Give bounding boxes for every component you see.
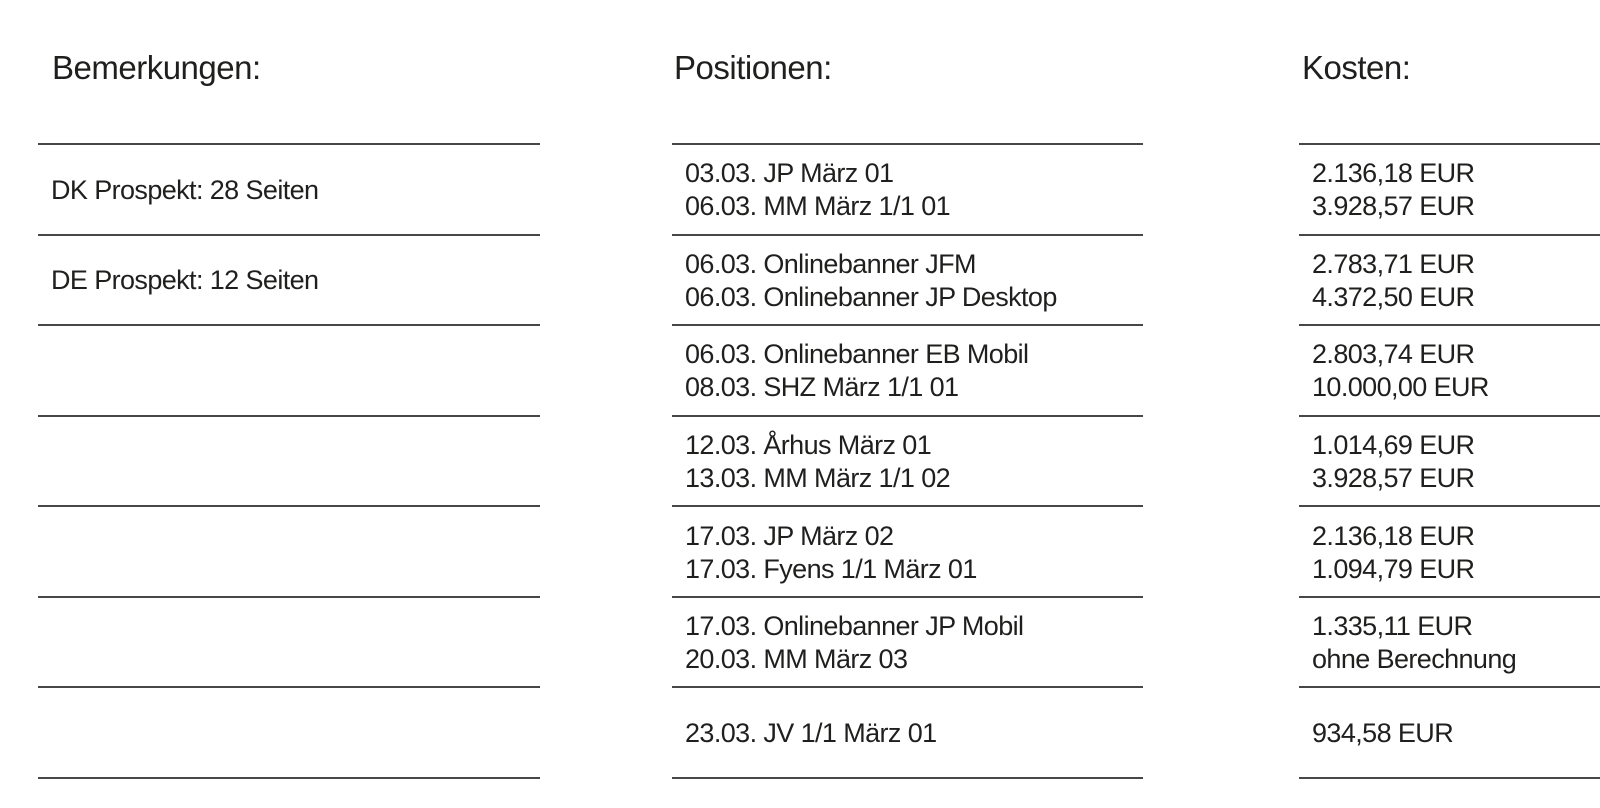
row-line: 2.136,18 EUR: [1312, 520, 1475, 551]
column-header-positionen: Positionen:: [674, 49, 832, 86]
table-row: [672, 234, 1143, 325]
table-row: [1299, 234, 1600, 325]
table-row: [672, 505, 1143, 596]
row-line: 1.014,69 EUR: [1312, 429, 1475, 460]
column-bemerkungen: [38, 0, 540, 808]
table-row: [1299, 686, 1600, 777]
row-line: DE Prospekt: 12 Seiten: [51, 265, 319, 296]
column-kosten: [1299, 0, 1600, 808]
row-line: 17.03. Onlinebanner JP Mobil: [685, 611, 1024, 642]
row-line: 08.03. SHZ März 1/1 01: [685, 372, 959, 403]
column-positionen: [672, 0, 1143, 808]
row-line: 12.03. Århus März 01: [685, 429, 932, 460]
row-line: 06.03. Onlinebanner JP Desktop: [685, 281, 1057, 312]
table-row: [672, 324, 1143, 415]
row-line: 20.03. MM März 03: [685, 644, 908, 675]
row-line: 2.136,18 EUR: [1312, 158, 1475, 189]
row-line: 06.03. MM März 1/1 01: [685, 191, 951, 222]
positionen-table: [672, 143, 1143, 779]
row-line: 10.000,00 EUR: [1312, 372, 1489, 403]
row-line: 2.783,71 EUR: [1312, 248, 1475, 279]
row-line: 934,58 EUR: [1312, 718, 1454, 749]
row-line: 03.03. JP März 01: [685, 158, 894, 189]
row-line: 06.03. Onlinebanner JFM: [685, 248, 976, 279]
table-row-empty: [38, 596, 540, 687]
row-line: ohne Berechnung: [1312, 644, 1517, 675]
table-row-empty: [38, 686, 540, 777]
column-header-kosten: Kosten:: [1302, 49, 1411, 86]
table-row: [38, 143, 540, 234]
table-row: [672, 143, 1143, 234]
table-row-empty: [38, 505, 540, 596]
row-line: 1.335,11 EUR: [1312, 611, 1473, 642]
table-row: [672, 686, 1143, 777]
row-line: 4.372,50 EUR: [1312, 281, 1475, 312]
table-row-empty: [38, 324, 540, 415]
row-line: 1.094,79 EUR: [1312, 553, 1475, 584]
bemerkungen-table: [38, 143, 540, 779]
table-row: [1299, 324, 1600, 415]
row-line: 3.928,57 EUR: [1312, 191, 1475, 222]
row-line: 17.03. JP März 02: [685, 520, 894, 551]
row-line: 06.03. Onlinebanner EB Mobil: [685, 339, 1029, 370]
table-row-empty: [38, 415, 540, 506]
row-line: DK Prospekt: 28 Seiten: [51, 174, 319, 205]
row-line: 2.803,74 EUR: [1312, 339, 1475, 370]
table-row: [1299, 505, 1600, 596]
table-row: [38, 234, 540, 325]
kosten-table: [1299, 143, 1600, 779]
table-row: [672, 415, 1143, 506]
row-line: 23.03. JV 1/1 März 01: [685, 718, 937, 749]
row-line: 13.03. MM März 1/1 02: [685, 462, 951, 493]
table-row: [1299, 143, 1600, 234]
table-row: [1299, 596, 1600, 687]
table-row: [672, 596, 1143, 687]
table-row: [1299, 415, 1600, 506]
row-line: 17.03. Fyens 1/1 März 01: [685, 553, 977, 584]
column-header-bemerkungen: Bemerkungen:: [52, 49, 261, 86]
row-line: 3.928,57 EUR: [1312, 462, 1475, 493]
